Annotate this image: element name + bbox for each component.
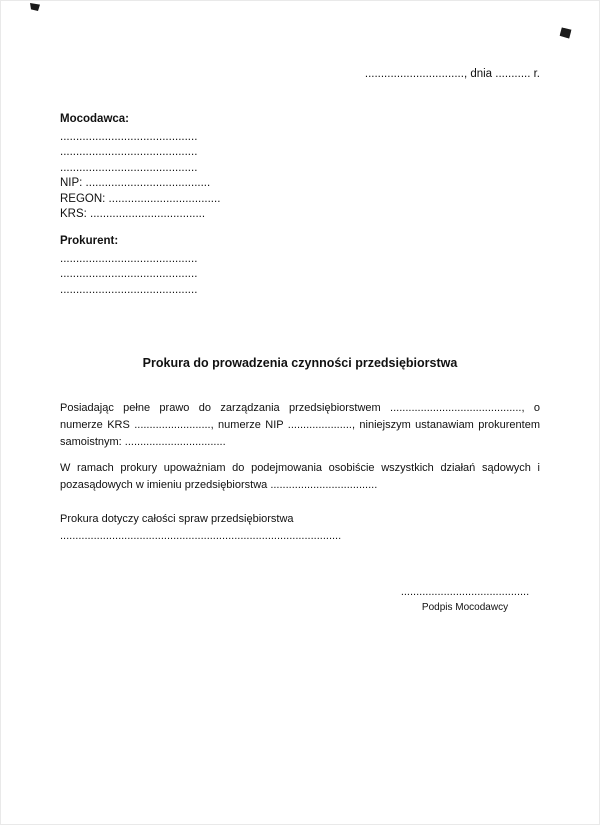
signature-line: .......................................... [400, 586, 530, 598]
regon-line: REGON: ................................... [60, 192, 221, 205]
mocodawca-fill-line-1: ........................................... [60, 130, 198, 143]
prokurent-fill-line-2: ........................................... [60, 268, 198, 280]
mocodawca-section [60, 112, 220, 223]
krs-line: KRS: .................................... [60, 208, 206, 220]
nip-line: NIP: ....................................... [60, 177, 211, 189]
coverage-dotted-line: ............................................................................................ [60, 530, 342, 542]
signature-caption: Podpis Mocodawcy [421, 602, 509, 613]
paragraph-coverage-text: Prokura dotyczy całości spraw przedsiębiorstwa [60, 513, 294, 525]
paragraph-authorization: Posiadając pełne prawo do zarządzania przedsiębiorstwem ..........................................., o numerze KRS ........................., numerze NIP ....................., niniejszym ustanawiam prokurentem samoistnym: ................................. [60, 402, 540, 448]
place-date-line: ..............................., dnia ........... r. [364, 68, 540, 80]
paragraph-scope: W ramach prokury upoważniam do podejmowania osobiście wszystkich działań sądowych i pozasądowych w imieniu przedsiębiorstwa ................................... [60, 462, 540, 491]
scan-mark-top-right [559, 27, 571, 38]
prokurent-fill-line-3: ........................................... [60, 283, 198, 296]
mocodawca-label: Mocodawca: [60, 113, 130, 125]
signature-block [390, 586, 540, 613]
prokurent-fill-line-1: ........................................... [60, 252, 198, 265]
prokurent-label: Prokurent: [60, 235, 119, 247]
paragraph-coverage [60, 511, 540, 545]
prokurent-section [60, 234, 197, 298]
mocodawca-fill-line-2: ........................................... [60, 146, 198, 158]
document-title: Prokura do prowadzenia czynności przedsiębiorstwa [142, 356, 458, 370]
mocodawca-fill-line-3: ........................................... [60, 161, 198, 174]
scan-mark-top-left [30, 3, 40, 11]
